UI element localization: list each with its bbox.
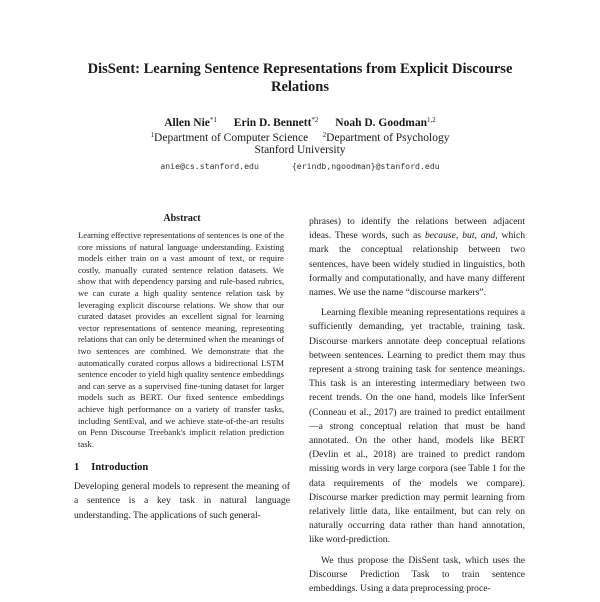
right-column [309, 215, 525, 602]
right-paragraph-3: We thus propose the DisSent task, which uses the Discourse Prediction Task to train sentence embeddings. Using a data preprocessing proce- [309, 554, 525, 595]
author-mark: 1,2 [427, 116, 436, 124]
affiliation-university: Stanford University [254, 144, 346, 156]
emphasis-word: but [462, 230, 475, 242]
abstract-heading: Abstract [163, 213, 201, 224]
emphasis-word: because [424, 230, 456, 242]
left-column [74, 212, 290, 523]
affil-dept-1: Department of Computer Science [154, 132, 309, 144]
right-paragraph-2: Learning flexible meaning representations requires a sufficiently demanding, yet tractable, training task. Discourse markers annotate deep conceptual relations between sentences. Learning to predict them may thus represent a strong training task for sentence meanings. This task is an interesting intermediary between two recent trends. On the one hand, models like InferSent (Conneau et al., 2017) are trained to predict entailment—a strong conceptual relation that must be hand annotated. On the other hand, models like BERT (Devlin et al., 2018) are trained to predict random missing words in very large corpora (see Table 1 for the data requirements of the models we compare). Discourse marker prediction may permit learning from relatively little data, like entailment, but can rely on naturally occurring data rather than hand annotation, like word-prediction. [309, 307, 525, 546]
affil-mark-2: 2 [322, 131, 327, 139]
section-heading-introduction [74, 461, 290, 475]
affil-mark-1: 1 [150, 131, 155, 139]
emphasis-word: and [480, 230, 496, 242]
separator: , [455, 230, 463, 242]
paper-title [60, 60, 540, 96]
section-title: Introduction [91, 462, 149, 474]
author-name: Allen Nie [164, 117, 210, 129]
email-list [60, 160, 540, 172]
section-number: 1 [74, 462, 80, 474]
author-name: Erin D. Bennett [233, 117, 312, 129]
right-paragraph-1 [309, 215, 525, 300]
introduction-text: Developing general models to represent the meaning of a sentence is a key task in natural language understanding. The applications of such general- [74, 481, 290, 521]
abstract-text: Learning effective representations of sentences is one of the core missions of natural language understanding. Existing models either train on a vast amount of text, or require costly, manually curated sentence relation datasets. We show that with dependency parsing and rule-based rubrics, we can curate a high quality sentence relation task by leveraging explicit discourse relations. We show that our curated dataset provides an excellent signal for learning vector representations of sentence meaning, representing relations that can only be determined when the meanings of two sentences are combined. We demonstrate that the automatically curated corpus allows a bidirectional LSTM sentence encoder to yield high quality sentence embeddings and can serve as a supervised fine-tuning dataset for larger models such as BERT. Our fixed sentence embeddings achieve high performance on a variety of transfer tasks, including SentEval, and we achieve state-of-the-art results on Penn Discourse Treebank's implicit relation prediction task. [78, 230, 285, 449]
title-line-1: DisSent: Learning Sentence Representations from Explicit Discourse [87, 61, 513, 77]
paragraph-text: phrases) to identify the relations between adjacent ideas. These words, such as [309, 216, 525, 242]
author-name: Noah D. Goodman [335, 117, 427, 129]
paragraph-text: , which mark the conceptual relationship between two sentences, have been widely studied in linguistics, both formally and computationally, and have many different names. We use the name “discourse markers”. [309, 230, 526, 299]
separator: , [474, 230, 481, 242]
title-line-2: Relations [271, 79, 329, 95]
email-1[interactable]: anie@cs.stanford.edu [160, 161, 259, 171]
author-mark: *2 [311, 116, 319, 124]
email-2[interactable]: {erindb,ngoodman}@stanford.edu [291, 161, 440, 171]
affil-dept-2: Department of Psychology [326, 132, 450, 144]
author-mark: *1 [209, 116, 217, 124]
